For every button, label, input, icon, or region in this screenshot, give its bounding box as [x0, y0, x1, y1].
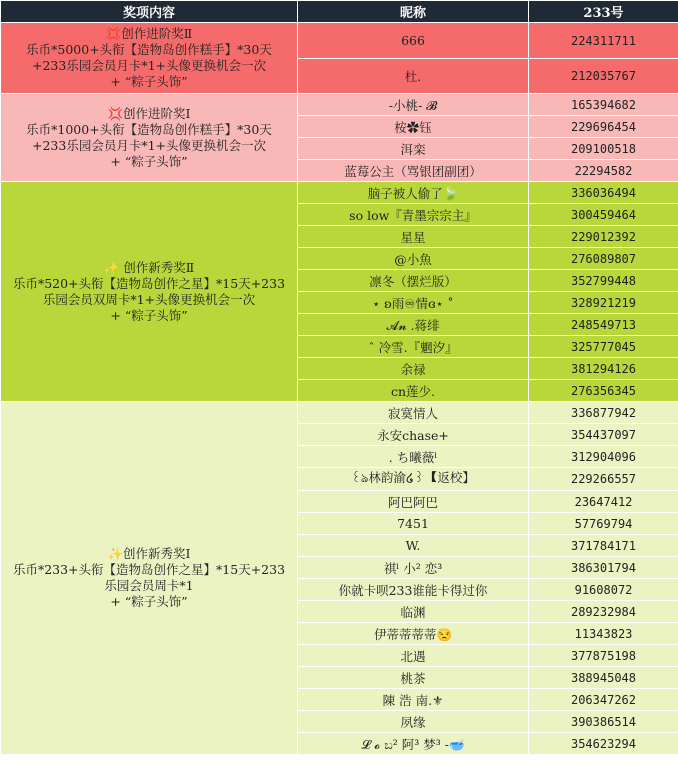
nickname-cell: ꒰ঌ林韵渝໒꒱ 【返校】 — [298, 468, 529, 491]
nickname-cell: W. — [298, 535, 529, 557]
user-id-cell: 229266557 — [529, 468, 678, 491]
user-id-cell: 229696454 — [529, 116, 678, 138]
award-detail-line: +233乐园会员月卡*1+头像更换机会一次 — [31, 58, 266, 73]
nickname-cell: 祺ˡ 小² 恋³ — [298, 557, 529, 579]
nickname-cell: cn莲少. — [298, 380, 529, 402]
nickname-cell: 临渊 — [298, 601, 529, 623]
nickname-cell: 阿巴阿巴 — [298, 491, 529, 513]
award-content-cell — [1, 94, 298, 182]
award-detail-line: + “粽子头饰” — [110, 594, 188, 609]
user-id-cell: 23647412 — [529, 491, 678, 513]
nickname-cell: 蓝莓公主（骂银团副团） — [298, 160, 529, 182]
award-title: 💢创作进阶奖Ⅰ — [107, 105, 191, 121]
nickname-cell: 你就卡呗233谁能卡得过你 — [298, 579, 529, 601]
user-id-cell: 11343823 — [529, 623, 678, 645]
table-row — [1, 182, 678, 204]
header-row — [1, 1, 678, 23]
award-detail-line: +233乐园会员月卡*1+头像更换机会一次 — [31, 137, 266, 153]
award-title: ✨ 创作新秀奖Ⅱ — [103, 259, 195, 275]
user-id-cell: 212035767 — [529, 59, 678, 94]
nickname-cell: 夙缘 — [298, 711, 529, 733]
user-id-cell: 209100518 — [529, 138, 678, 160]
award-content-cell — [1, 182, 298, 402]
user-id-cell: 165394682 — [529, 94, 678, 116]
table-row — [1, 23, 678, 59]
nickname-cell: 北遇 — [298, 645, 529, 667]
nickname-cell: 7451 — [298, 513, 529, 535]
nickname-cell: 凛冬（摆烂版） — [298, 270, 529, 292]
user-id-cell: 248549713 — [529, 314, 678, 336]
header-nickname: 昵称 — [298, 1, 529, 23]
nickname-cell: 脑子被人偷了🍃 — [298, 182, 529, 204]
header-award: 奖项内容 — [1, 1, 298, 23]
user-id-cell: 224311711 — [529, 23, 678, 59]
user-id-cell: 381294126 — [529, 358, 678, 380]
user-id-cell: 229012392 — [529, 226, 678, 248]
award-detail-line: 乐币*5000+头衔【造物岛创作糕手】*30天 — [26, 42, 272, 57]
award-detail-line: 乐园会员双周卡*1+头像更换机会一次 — [42, 291, 256, 307]
table-row — [1, 402, 678, 424]
nickname-cell: -小桃- 𝓑 — [298, 94, 529, 116]
award-detail-line: + “粽子头饰” — [110, 153, 188, 169]
award-title: ✨创作新秀奖Ⅰ — [107, 546, 191, 561]
user-id-cell: 289232984 — [529, 601, 678, 623]
user-id-cell: 352799448 — [529, 270, 678, 292]
award-detail-line: 乐币*1000+头衔【造物岛创作糕手】*30天 — [26, 121, 272, 137]
nickname-cell: . ち曦薇ˡ — [298, 446, 529, 468]
user-id-cell: 22294582 — [529, 160, 678, 182]
user-id-cell: 206347262 — [529, 689, 678, 711]
award-detail-line: + “粽子头饰” — [110, 74, 188, 89]
nickname-cell: 余禄 — [298, 358, 529, 380]
award-content-cell — [1, 402, 298, 755]
nickname-cell: ˆ 冷雪.『魍汐』 — [298, 336, 529, 358]
nickname-cell: 伊蒂蒂蒂蒂😒 — [298, 623, 529, 645]
user-id-cell: 388945048 — [529, 667, 678, 689]
award-detail-line: 乐园会员周卡*1 — [104, 578, 194, 593]
user-id-cell: 57769794 — [529, 513, 678, 535]
nickname-cell: 𝓐𝓷 .蒋绯 — [298, 314, 529, 336]
nickname-cell: 寂寞情人 — [298, 402, 529, 424]
user-id-cell: 312904096 — [529, 446, 678, 468]
user-id-cell: 354437097 — [529, 424, 678, 446]
nickname-cell: 桃茶 — [298, 667, 529, 689]
award-detail-line: + “粽子头饰” — [110, 307, 188, 323]
user-id-cell: 91608072 — [529, 579, 678, 601]
award-title: 💢创作进阶奖Ⅱ — [105, 26, 193, 41]
nickname-cell: 星星 — [298, 226, 529, 248]
nickname-cell: 陳 浩 南.⚜ — [298, 689, 529, 711]
user-id-cell: 325777045 — [529, 336, 678, 358]
nickname-cell: 𝓛 𝓸 ಬ² 阿³ 梦³ -🥣 — [298, 733, 529, 755]
award-content-cell — [1, 23, 298, 94]
nickname-cell: 666 — [298, 23, 529, 59]
award-detail-line: 乐币*233+头衔【造物岛创作之星】*15天+233 — [12, 562, 286, 577]
user-id-cell: 386301794 — [529, 557, 678, 579]
user-id-cell: 336877942 — [529, 402, 678, 424]
user-id-cell: 390386514 — [529, 711, 678, 733]
nickname-cell: 洱栾 — [298, 138, 529, 160]
award-detail-line: 乐币*520+头衔【造物岛创作之星】*15天+233 — [12, 275, 286, 291]
nickname-cell: ⋆ ʚ雨♾情ɞ⋆ ˚ — [298, 292, 529, 314]
user-id-cell: 354623294 — [529, 733, 678, 755]
nickname-cell: @小魚 — [298, 248, 529, 270]
user-id-cell: 328921219 — [529, 292, 678, 314]
user-id-cell: 371784171 — [529, 535, 678, 557]
user-id-cell: 336036494 — [529, 182, 678, 204]
nickname-cell: 永安chase+ — [298, 424, 529, 446]
header-233-id: 233号 — [529, 1, 678, 23]
user-id-cell: 276089807 — [529, 248, 678, 270]
nickname-cell: 桉✿钰 — [298, 116, 529, 138]
user-id-cell: 300459464 — [529, 204, 678, 226]
user-id-cell: 276356345 — [529, 380, 678, 402]
table-row — [1, 94, 678, 116]
user-id-cell: 377875198 — [529, 645, 678, 667]
nickname-cell: so low『青墨宗宗主』 — [298, 204, 529, 226]
nickname-cell: 杜. — [298, 59, 529, 94]
